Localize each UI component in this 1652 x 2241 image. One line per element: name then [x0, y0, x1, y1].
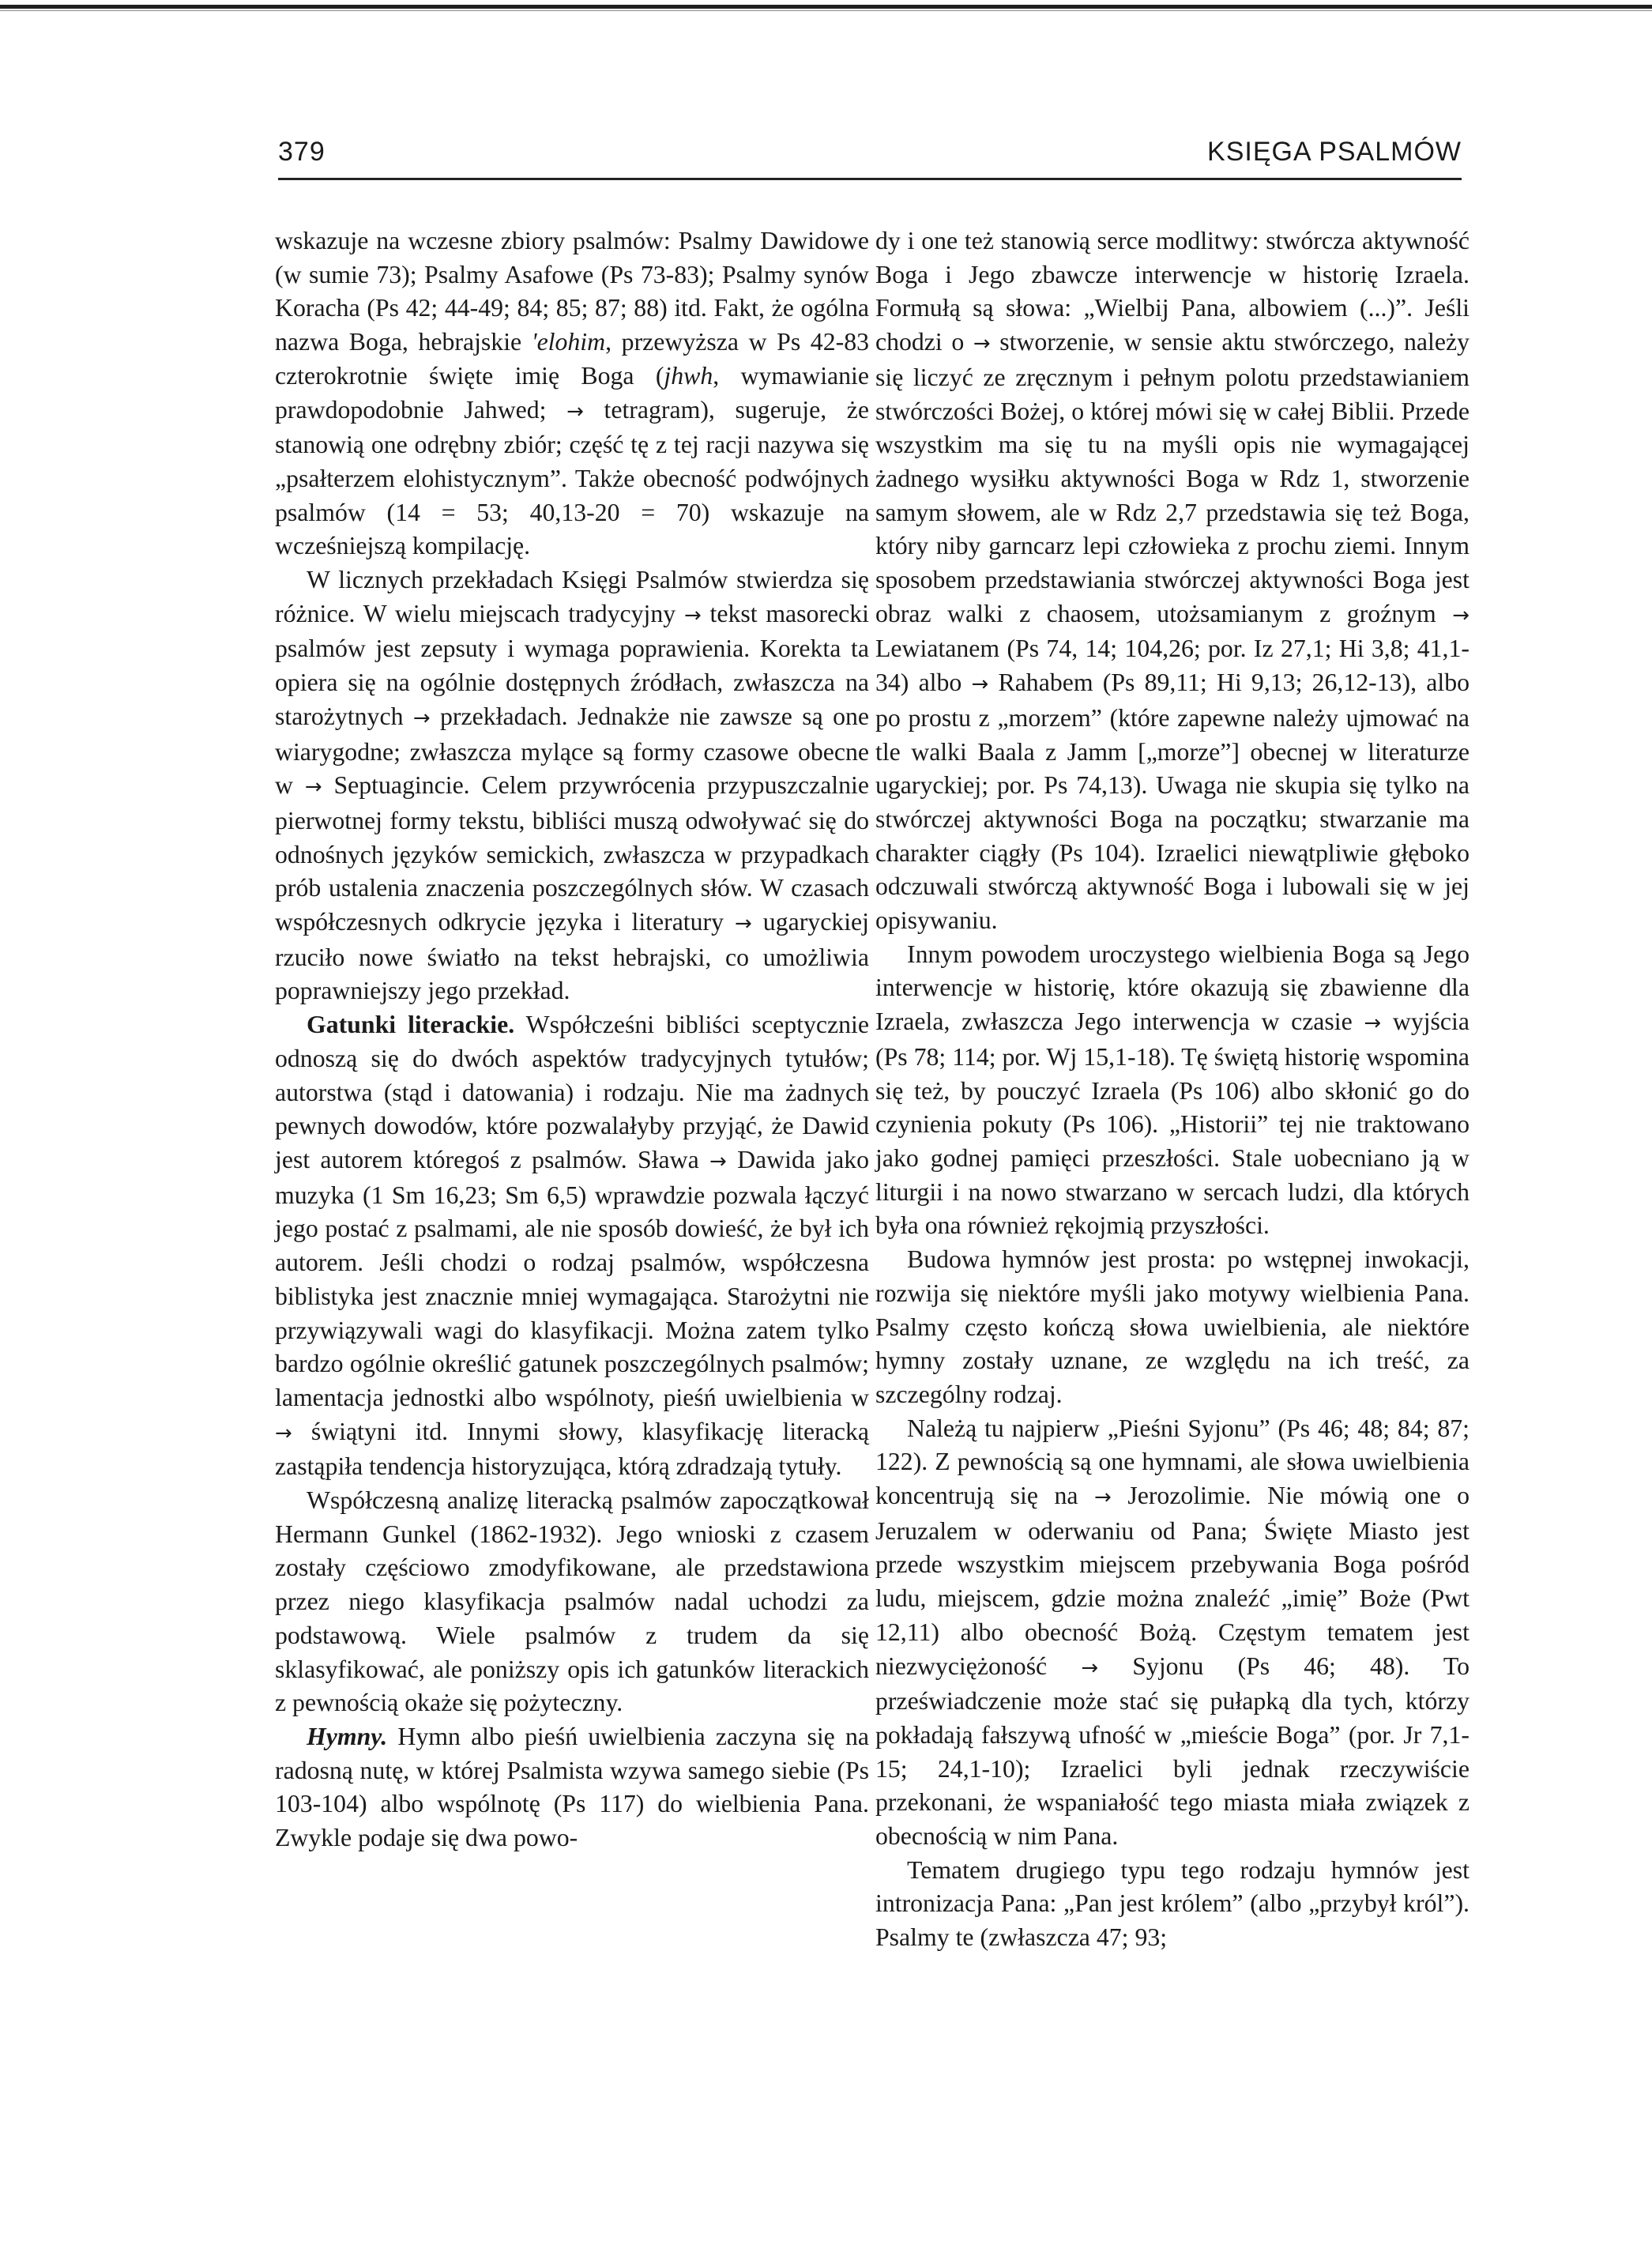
cross-reference-arrow-icon: →: [973, 332, 991, 356]
right-paragraph-4: [875, 1412, 1469, 1854]
page-header: [278, 130, 1462, 180]
cross-reference-arrow-icon: →: [683, 603, 702, 627]
right-paragraph-1: [875, 224, 1469, 938]
cross-reference-arrow-icon: →: [735, 912, 752, 936]
text-run: , wymawianie prawdopodobnie Jahwed;: [275, 361, 869, 424]
term-elohim: 'elohim: [531, 328, 606, 356]
text-run: wskazuje na wczesne zbiory psalmów: Psalmy Dawidowe (w sumie 73); Psalmy Asafowe (Ps 73-83); Psalmy synów Koracha (Ps 42; 44-49; 84; 85; 87; 88) itd. Fakt, że ogólna nazwa Boga, hebrajskie: [275, 227, 869, 356]
page-number: 379: [278, 137, 326, 167]
right-paragraph-5: Tematem drugiego typu tego rodzaju hymnów jest intronizacja Pana: „Pan jest królem” (albo „przybył król”). Psalmy te (zwłaszcza 47; 93;: [875, 1855, 1469, 1952]
cross-reference-arrow-icon: →: [412, 706, 431, 730]
left-paragraph-1: [275, 224, 869, 563]
cross-reference-arrow-icon: →: [1081, 1655, 1099, 1680]
term-jhwh: jhwh: [664, 361, 713, 390]
text-run: Syjonu (Ps 46; 48). To przeświadczenie może stać się pułapką dla tych, którzy pokładają fałszywą ufność w „mieście Boga” (por. Jr 7,1-15; 24,1-10); Izraelici byli jednak rzeczywiście przekonani, że wspaniałość tego miasta miała związek z obecnością w nim Pana.: [875, 1652, 1470, 1851]
text-run: wyjścia (Ps 78; 114; por. Wj 15,1-18). Tę świętą historię wspomina się też, by pouczyć Izraela (Ps 106) albo skłonić go do czynienia pokuty (Ps 106). „Historii” tej nie traktowano jako godnej pamięci przeszłości. Stale uobecniano ją w liturgii i na nowo stwarzano w sercach ludzi, dla których była ona również rękojmią przyszłości.: [875, 1008, 1469, 1240]
text-run: Lewiatanem (Ps 74, 14; 104,26; por. Iz 27,1; Hi 3,8; 41,1-34) albo: [875, 635, 1469, 697]
cross-reference-arrow-icon: →: [1094, 1486, 1112, 1510]
text-run: Septuagincie. Celem przywrócenia przypuszczalnie pierwotnej formy tekstu, bibliści muszą odwoływać się do odnośnych języków semickich, zwłaszcza w przypadkach prób ustalenia znaczenia poszczególnych słów. W czasach współczesnych odkrycie języka i literatury: [275, 771, 869, 936]
cross-reference-arrow-icon: →: [304, 775, 322, 800]
text-run: Jerozolimie. Nie mówią one o Jeruzalem w oderwaniu od Pana; Święte Miasto jest przede wszystkim miejscem przebywania Boga pośród ludu, miejscem, gdzie można znaleźć „imię” Boże (Pwt 12,11) albo obecność Bożą. Częstym tematem jest niezwyciężoność: [875, 1482, 1469, 1680]
text-run: ugaryckiej rzuciło nowe światło na tekst hebrajski, co umożliwia poprawniejszy jego przekład.: [275, 908, 869, 1005]
text-run: Współcześni bibliści sceptycznie odnoszą się do dwóch aspektów tradycyjnych tytułów; autorstwa (stąd i datowania) i rodzaju. Nie ma żadnych pewnych dowodów, które pozwalałyby przyjąć, że Dawid jest autorem któregoś z psalmów. Sława: [275, 1011, 869, 1173]
left-column: [275, 224, 869, 1855]
text-run: Innym powodem uroczystego wielbienia Boga są Jego interwencje w historię, które okazują się zbawienne dla Izraela, zwłaszcza Jego interwencja w czasie: [875, 940, 1469, 1036]
text-run: tetragram), sugeruje, że stanowią one odrębny zbiór; część tę z tej racji nazywa się „psałterzem elohistycznym”. Także obecność podwójnych psalmów (14 = 53; 40,13-20 = 70) wskazuje na wcześniejszą kompilację.: [275, 395, 869, 560]
left-paragraph-5: [275, 1720, 869, 1855]
text-run: Należą tu najpierw „Pieśni Syjonu” (Ps 46; 48; 84; 87; 122). Z pewnością są one hymnami, ale słowa uwielbienia koncentrują się na: [875, 1414, 1469, 1510]
left-paragraph-4: Współczesną analizę literacką psalmów zapoczątkował Hermann Gunkel (1862-1932). Jego wnioski z czasem zostały częściowo zmodyfikowane, ale przedstawiona przez niego klasyfikacja psalmów nadal uchodzi za podstawową. Wiele psalmów z trudem da się sklasyfikować, ale poniższy opis ich gatunków literackich z pewnością okaże się pożyteczny.: [275, 1486, 869, 1717]
text-run: , przewyższa w Ps 42-83 czterokrotnie święte imię Boga (: [275, 328, 869, 390]
text-run: przekładach. Jednakże nie zawsze są one wiarygodne; zwłaszcza mylące są formy czasowe obecne w: [275, 702, 869, 800]
right-paragraph-3: Budowa hymnów jest prosta: po wstępnej inwokacji, rozwija się niektóre myśli jako motywy wielbienia Pana. Psalmy często kończą słowa uwielbienia, ale niektóre hymny zostały uznane, ze względu na ich treść, za szczególny rodzaj.: [875, 1245, 1469, 1408]
cross-reference-arrow-icon: →: [709, 1149, 727, 1173]
section-heading-hymny: Hymny.: [307, 1722, 388, 1750]
text-run: W licznych przekładach Księgi Psalmów stwierdza się różnice. W wielu miejscach tradycyjny: [275, 566, 869, 627]
cross-reference-arrow-icon: →: [275, 1421, 292, 1445]
scan-top-edge: [0, 5, 1652, 9]
cross-reference-arrow-icon: →: [1364, 1011, 1382, 1036]
text-run: Dawida jako muzyka (1 Sm 16,23; Sm 6,5) wprawdzie pozwala łączyć jego postać z psalmami, ale nie sposób dowieść, że był ich autorem. Jeśli chodzi o rodzaj psalmów, współczesna biblistyka jest znacznie mniej wymagająca. Starożytni nie przywiązywali wagi do klasyfikacji. Można zatem tylko bardzo ogólnie określić gatunek poszczególnych psalmów; lamentacja jednostki albo wspólnoty, pieśń uwielbienia w: [275, 1145, 869, 1411]
text-run: Rahabem (Ps 89,11; Hi 9,13; 26,12-13), albo po prostu z „morzem” (które zapewne należy ujmować na tle walki Baala z Jamm [„morze”] obecnej w literaturze ugaryckiej; por. Ps 74,13). Uwaga nie skupia się tylko na stwórczej aktywności Boga na początku; stwarzanie ma charakter ciągły (Ps 104). Izraelici niewątpliwie głęboko odczuwali stwórczą aktywność Boga i lubowali się w jej opisywaniu.: [875, 669, 1469, 935]
cross-reference-arrow-icon: →: [971, 672, 989, 697]
cross-reference-arrow-icon: →: [566, 399, 584, 424]
section-heading-gatunki: Gatunki literackie.: [307, 1011, 515, 1039]
right-paragraph-2: [875, 938, 1469, 1243]
left-paragraph-2: [275, 563, 869, 1008]
text-run: stworzenie, w sensie aktu stwórczego, należy się liczyć ze zręcznym i pełnym polotu przedstawianiem stwórczości Bożej, o której mówi się w całej Biblii. Przede wszystkim ma się tu na myśli opis nie wymagającej żadnego wysiłku aktywności Boga w Rdz 1, stworzenie samym słowem, ale w Rdz 2,7 przedstawia się też Boga, który niby garncarz lepi człowieka z prochu ziemi. Innym sposobem przedstawiania stwórczej aktywności Boga jest obraz walki z chaosem, utożsamianym z groźnym: [875, 328, 1469, 627]
cross-reference-arrow-icon: →: [1452, 603, 1469, 627]
text-run: dy i one też stanowią serce modlitwy: stwórcza aktywność Boga i Jego zbawcze interwencje w historię Izraela. Formułą są słowa: „Wielbij Pana, albowiem (...)”. Jeśli chodzi o: [875, 227, 1469, 356]
text-run: świątyni itd. Innymi słowy, klasyfikację literacką zastąpiła tendencja historyzująca, którą zdradzają tytuły.: [275, 1417, 869, 1481]
text-run: Hymn albo pieśń uwielbienia zaczyna się na radosną nutę, w której Psalmista wzywa samego siebie (Ps 103-104) albo wspólnotę (Ps 117) do wielbienia Pana. Zwykle podaje się dwa powo-: [275, 1722, 869, 1852]
text-run: tekst masorecki psalmów jest zepsuty i wymaga poprawienia. Korekta ta opiera się na ogólnie dostępnych źródłach, zwłaszcza na starożytnych: [275, 599, 869, 730]
running-title: KSIĘGA PSALMÓW: [1207, 137, 1462, 167]
scan-top-edge-thin: [0, 10, 1652, 11]
right-column: [875, 224, 1469, 1955]
left-paragraph-3: [275, 1008, 869, 1484]
